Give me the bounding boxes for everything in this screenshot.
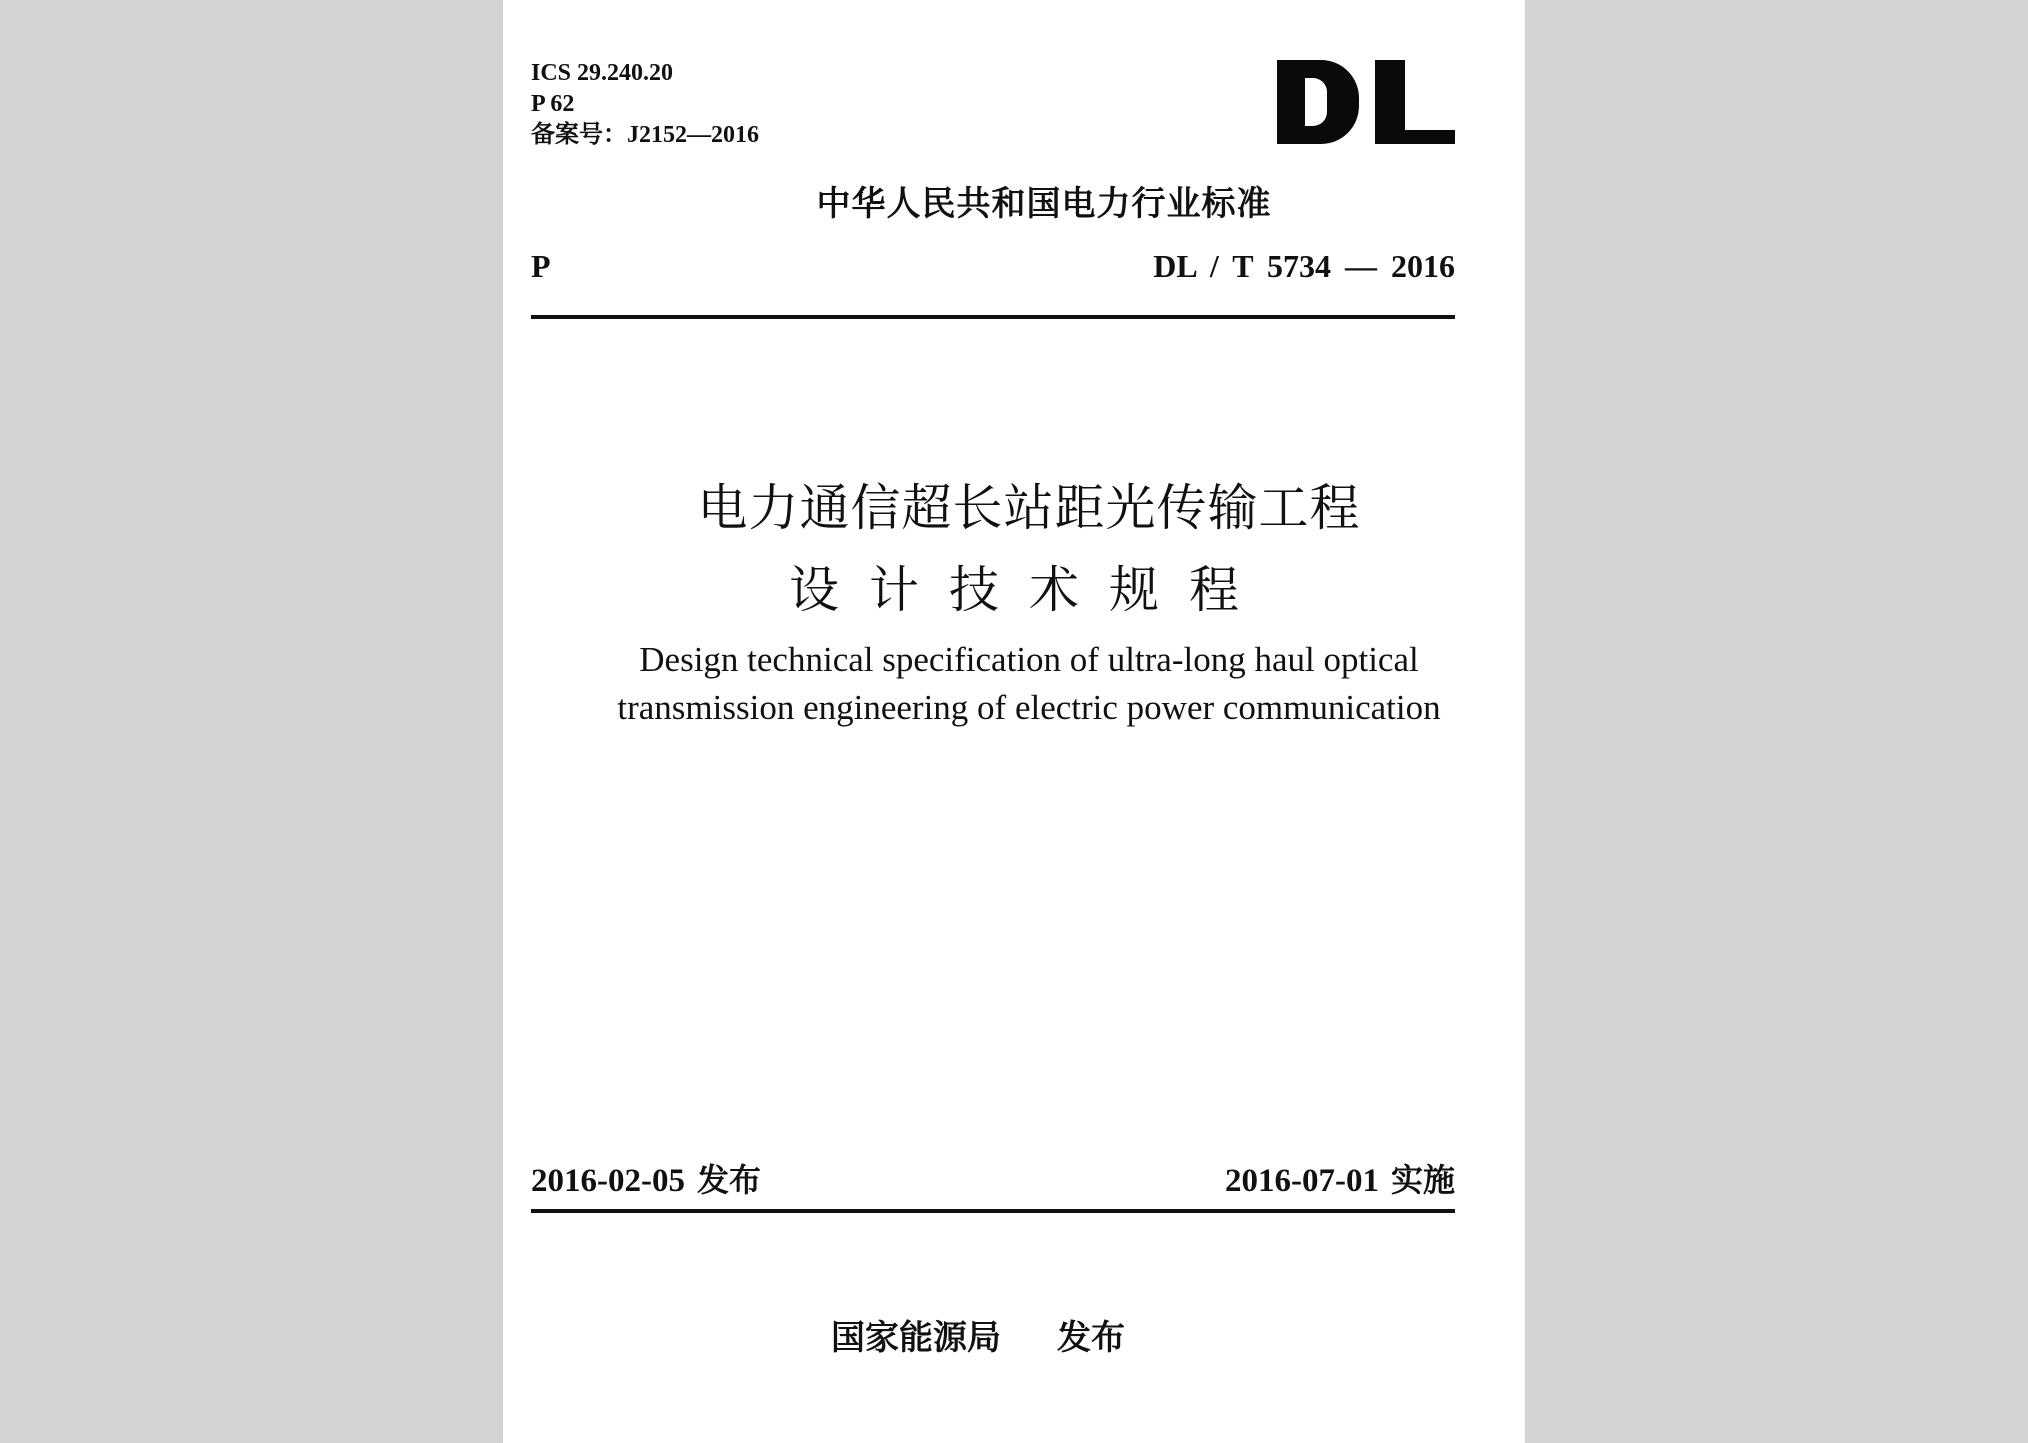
title-chinese-line-1: 电力通信超长站距光传输工程	[697, 479, 1361, 537]
implementation-date-block	[1225, 1155, 1455, 1201]
title-english	[503, 636, 1525, 732]
class-code: P	[531, 248, 551, 284]
implementation-label: 实施	[1390, 1161, 1455, 1199]
filing-number: 备案号：J2152—2016	[531, 122, 759, 148]
implementation-date: 2016-07-01	[1225, 1163, 1379, 1199]
title-chinese-line-2: 设计技术规程	[789, 561, 1269, 619]
top-divider	[531, 315, 1455, 319]
publisher-block	[831, 1310, 1125, 1359]
standard-number: DL / T 5734 — 2016	[1153, 248, 1455, 284]
document-page	[503, 0, 1525, 1443]
ccs-code: P 62	[531, 91, 575, 117]
dl-logo-letter-d	[1277, 60, 1359, 144]
ics-code: ICS 29.240.20	[531, 60, 674, 86]
publisher-label: 发布	[1057, 1318, 1125, 1358]
issuing-standard-type: 中华人民共和国电力行业标准	[816, 184, 1272, 224]
dl-logo	[1277, 60, 1455, 144]
title-english-line-2: transmission engineering of electric power communication	[617, 688, 1441, 727]
classification-block	[531, 58, 759, 151]
issue-label: 发布	[696, 1161, 761, 1199]
bottom-divider	[531, 1209, 1455, 1213]
dl-logo-letter-l-foot	[1375, 130, 1455, 144]
publisher-name: 国家能源局	[831, 1318, 1001, 1358]
issue-date: 2016-02-05	[531, 1163, 685, 1199]
issue-date-block	[531, 1155, 761, 1201]
title-english-line-1: Design technical specification of ultra-long haul optical	[639, 640, 1419, 679]
